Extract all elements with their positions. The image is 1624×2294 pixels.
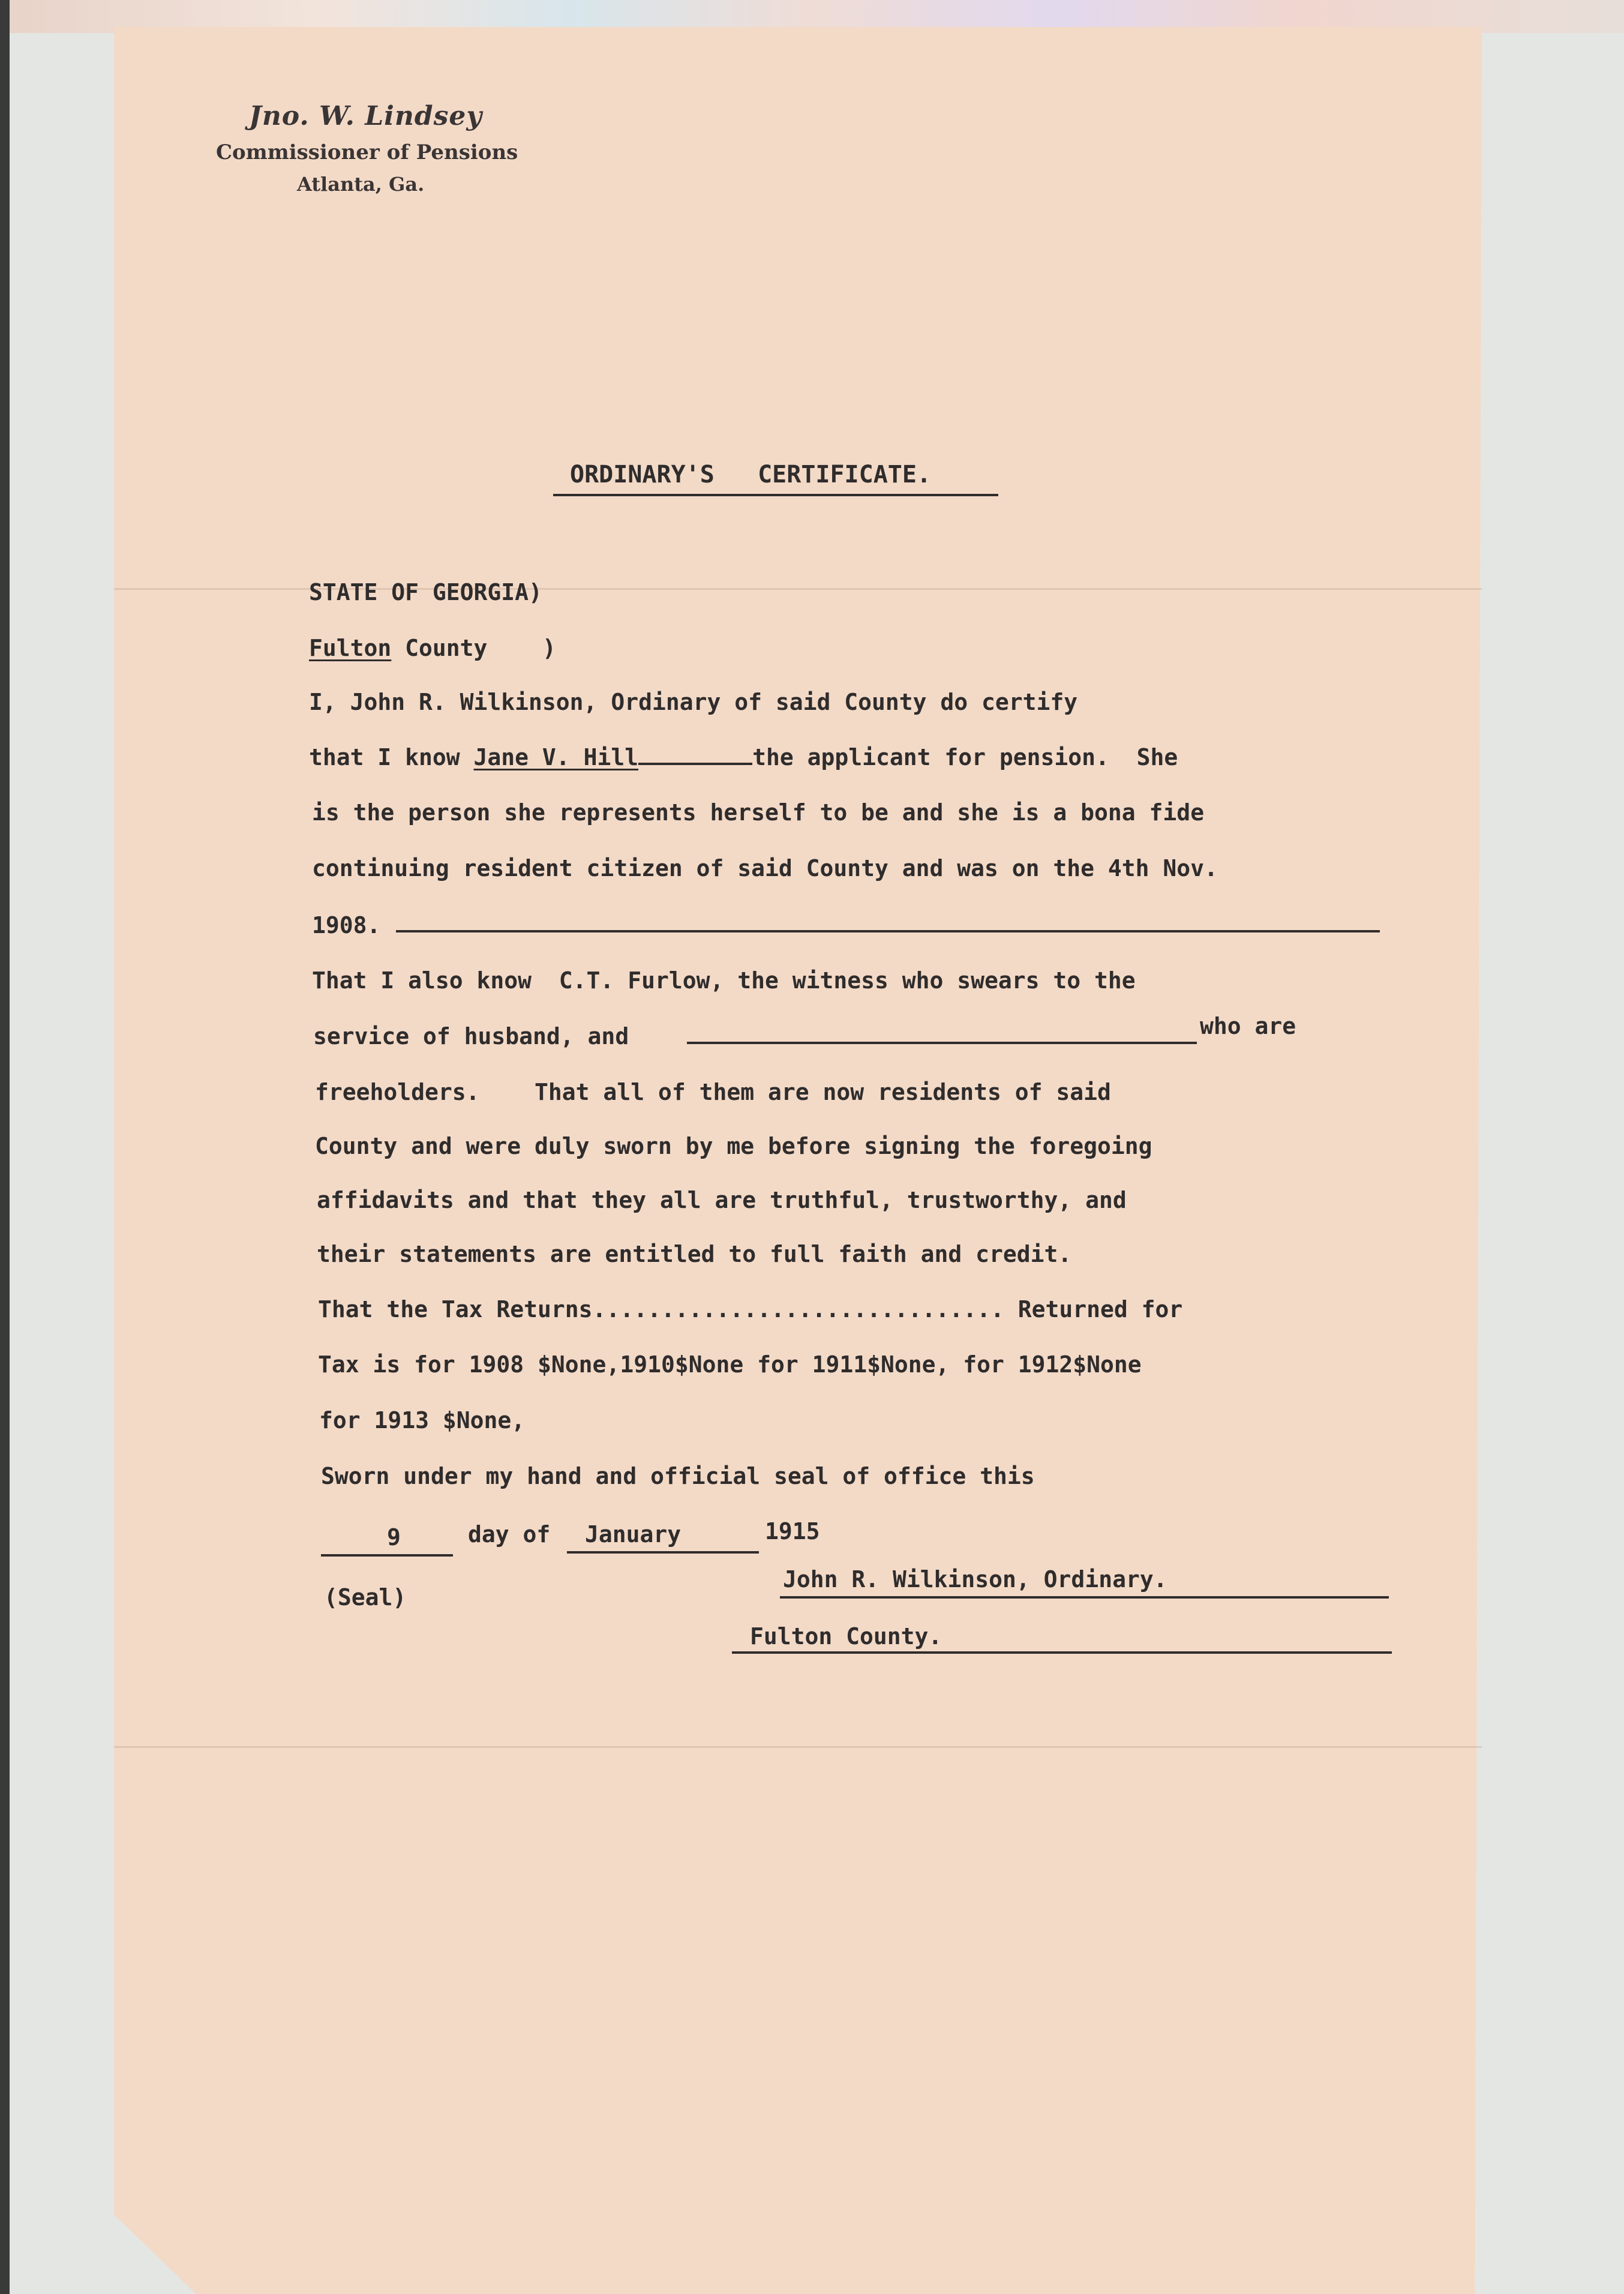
day-of-label: day of <box>468 1521 551 1548</box>
body-line-3: is the person she represents herself to be and she is a bona fide <box>312 799 1205 826</box>
sworn-year: 1915 <box>765 1518 820 1545</box>
title-underline <box>553 494 998 496</box>
body-line-10: affidavits and that they all are truthful, trustworthy, and <box>317 1187 1127 1213</box>
body-line-1: I, John R. Wilkinson, Ordinary of said County do certify <box>309 689 1078 715</box>
date-blank-line <box>396 930 1380 932</box>
signature-name: John R. Wilkinson, Ordinary. <box>783 1566 1167 1593</box>
applicant-name: Jane V. Hill <box>473 744 639 770</box>
signature-county-line <box>732 1651 1392 1654</box>
body-line-2 <box>309 744 1178 770</box>
county-rest: County ) <box>391 635 556 661</box>
body-line-8: freeholders. That all of them are now residents of said <box>315 1079 1111 1105</box>
sworn-line: Sworn under my hand and official seal of office this <box>321 1463 1035 1489</box>
seal-label: (Seal) <box>324 1584 407 1611</box>
witness-blank-line <box>687 1042 1197 1044</box>
county-line <box>309 635 556 661</box>
body-line-6: That I also know C.T. Furlow, the witness who swears to the <box>312 967 1136 994</box>
body-line-2-pre: that I know <box>309 744 474 770</box>
scanner-left-edge <box>0 0 10 2294</box>
month-blank-line <box>567 1551 759 1554</box>
document-title: ORDINARY'S CERTIFICATE. <box>570 461 932 488</box>
letterhead-place: Atlanta, Ga. <box>297 173 425 196</box>
county-name: Fulton <box>309 635 392 661</box>
body-line-4: continuing resident citizen of said County and was on the 4th Nov. <box>312 855 1218 881</box>
body-line-7-pre: service of husband, and <box>313 1023 629 1049</box>
signature-line <box>780 1596 1389 1599</box>
body-line-7-post: who are <box>1200 1013 1296 1039</box>
body-line-11: their statements are entitled to full faith and credit. <box>317 1241 1072 1267</box>
letterhead-title: Commissioner of Pensions <box>216 140 518 164</box>
body-line-5: 1908. <box>312 912 381 938</box>
body-line-2-post: the applicant for pension. She <box>752 744 1178 770</box>
tax-1913-line: for 1913 $None, <box>319 1407 526 1434</box>
body-line-9: County and were duly sworn by me before signing the foregoing <box>315 1133 1152 1159</box>
paper-fold-line <box>114 1746 1482 1748</box>
state-line: STATE OF GEORGIA) <box>309 579 542 605</box>
tax-returns-line: That the Tax Returns.............................. Returned for <box>318 1296 1183 1323</box>
tax-years-line: Tax is for 1908 $None,1910$None for 1911$None, for 1912$None <box>318 1351 1142 1378</box>
letterhead-name: Jno. W. Lindsey <box>249 101 482 131</box>
document-paper <box>114 27 1482 2294</box>
day-blank-line <box>321 1554 453 1557</box>
sworn-day: 9 <box>387 1524 401 1551</box>
signature-county: Fulton County. <box>750 1623 942 1650</box>
applicant-blank-line <box>638 758 752 765</box>
sworn-month: January <box>585 1521 682 1548</box>
